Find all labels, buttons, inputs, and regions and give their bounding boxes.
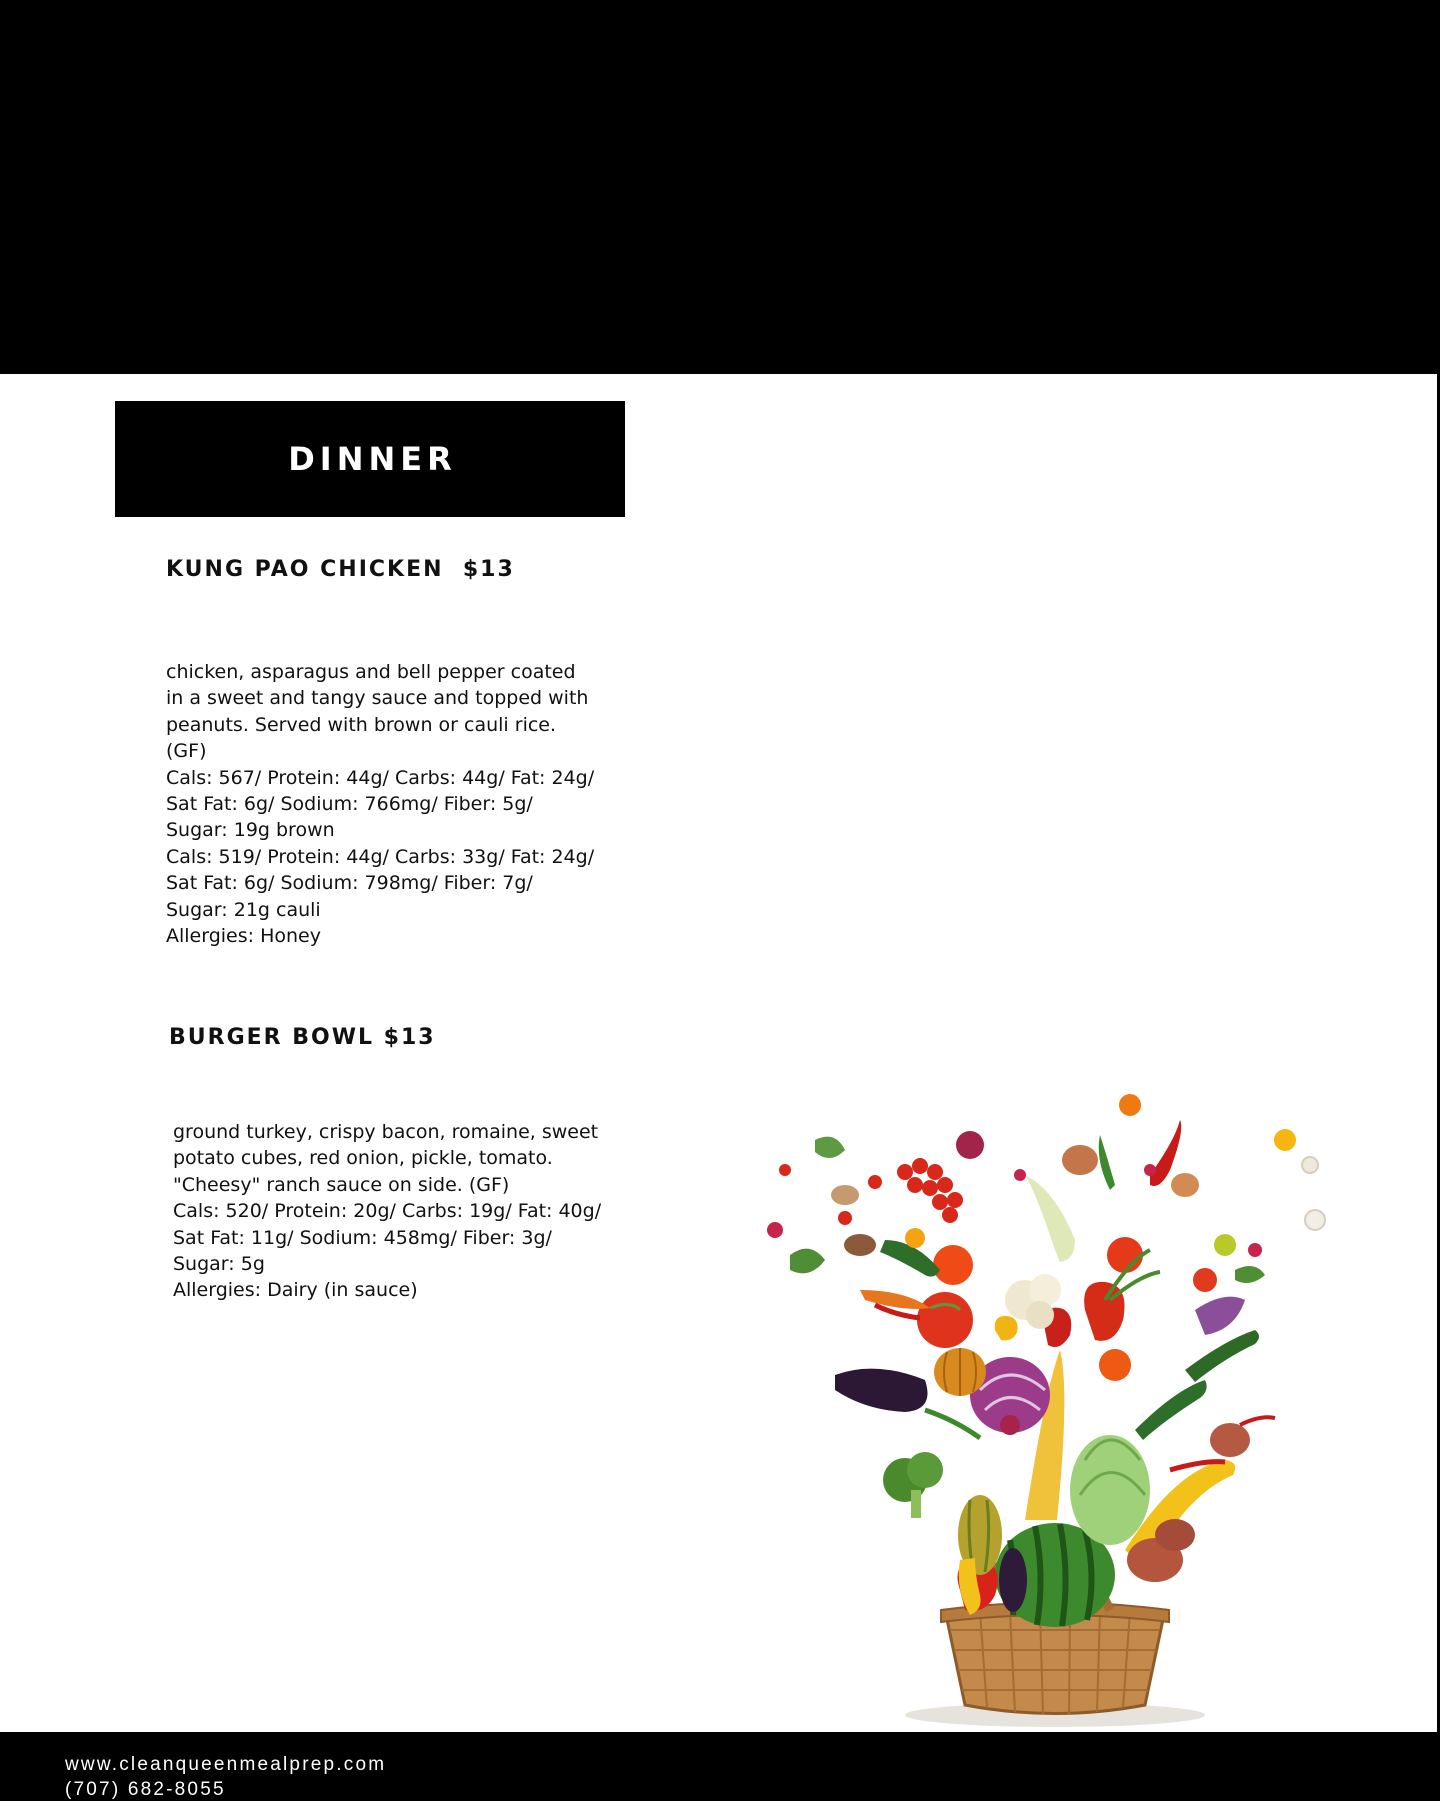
menu-item-allergies: Allergies: Honey xyxy=(166,925,321,948)
menu-item-description xyxy=(173,1119,603,1304)
menu-item-ingredients: chicken, asparagus and bell pepper coated in a sweet and tangy sauce and topped with peanuts. Served with brown or cauli rice. (GF) xyxy=(166,661,589,763)
section-title: DINNER xyxy=(288,440,457,478)
menu-item-title: KUNG PAO CHICKEN $13 xyxy=(166,557,515,582)
menu-item-nutrition: Cals: 567/ Protein: 44g/ Carbs: 44g/ Fat: 24g/ Sat Fat: 6g/ Sodium: 766mg/ Fiber: 5g/ Sugar: 19g brown xyxy=(166,766,595,842)
menu-item-ingredients: ground turkey, crispy bacon, romaine, sweet potato cubes, red onion, pickle, tomato. "Cheesy" ranch sauce on side. (GF) xyxy=(173,1121,599,1196)
menu-item-nutrition: Cals: 519/ Protein: 44g/ Carbs: 33g/ Fat: 24g/ Sat Fat: 6g/ Sodium: 798mg/ Fiber: 7g/ Sugar: 21g cauli xyxy=(166,845,595,921)
header-band xyxy=(0,0,1440,374)
footer-phone-number[interactable]: (707) 682-8055 xyxy=(65,1779,226,1800)
vegetable-basket-illustration xyxy=(755,1090,1375,1730)
menu-item-allergies: Allergies: Dairy (in sauce) xyxy=(173,1279,418,1302)
section-banner xyxy=(115,401,625,517)
menu-item-title: BURGER BOWL $13 xyxy=(169,1025,436,1050)
menu-item-nutrition: Cals: 520/ Protein: 20g/ Carbs: 19g/ Fat: 40g/ Sat Fat: 11g/ Sodium: 458mg/ Fiber: 3g/ Sugar: 5g xyxy=(173,1200,602,1276)
footer-website-link[interactable]: www.cleanqueenmealprep.com xyxy=(65,1754,387,1775)
menu-item-description xyxy=(166,659,596,949)
